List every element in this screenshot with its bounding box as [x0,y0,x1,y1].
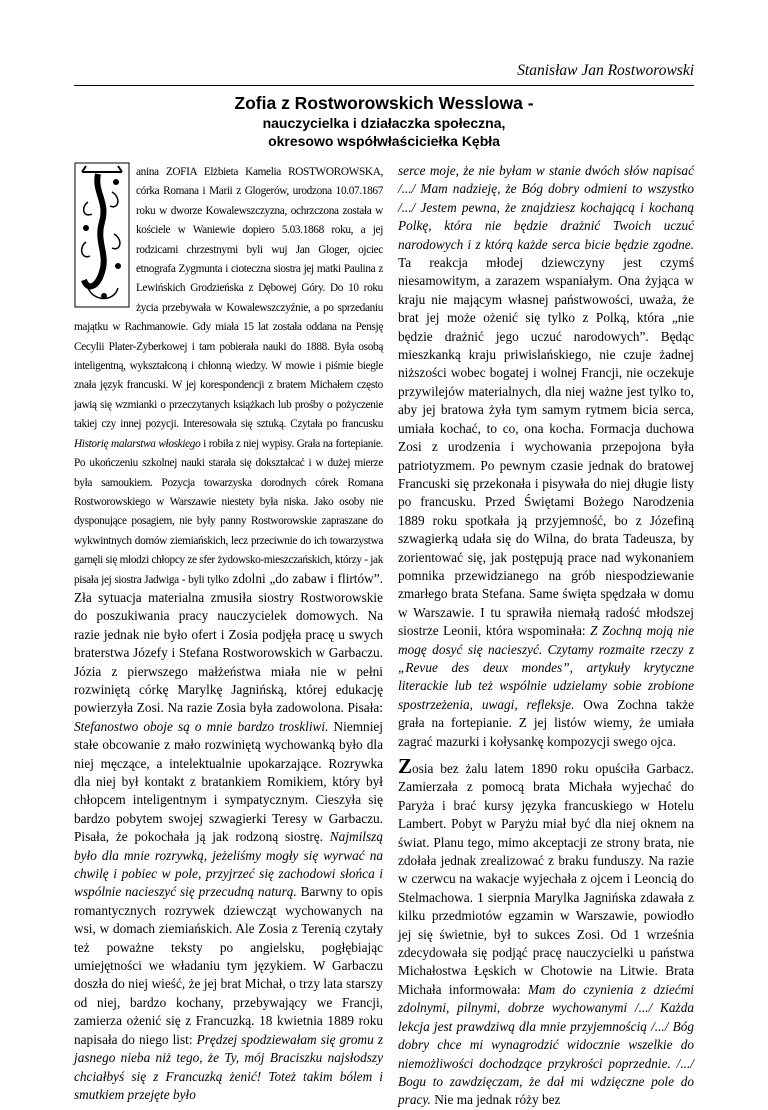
paragraph-1 [74,162,383,1104]
article-title: Zofia z Rostworowskich Wesslowa - [234,93,534,113]
right-column [398,162,694,1110]
article-subtitle-line-1: nauczycielka i działaczka społeczna, [262,115,506,131]
ornamental-drop-cap-j-icon [74,162,130,308]
paragraph-1-text-a: anina ZOFIA Elżbieta Kamelia ROSTWOROWSKA, córka Romana i Marii z Glogerów, urodzona 10.07.1867 roku w dworze Kowalewszczyzna, ochrzczona została w kościele w Waniewie dopiero 5.03.1868 roku, a jej rodzicami chrzestnymi byli wuj Jan Gloger, ojciec etnografa Zygmunta i cioteczna siostra jej matki Paulina z Lewińskich Grodzieńska z Dębowej Góry. Do 10 roku życia przebywała w Kowalewszczyźnie, a po sprzedaniu majątku w Rachmanowie. Gdy miała 15 lat została oddana na Pensję Cecylii Plater-Zyberkowej i tam pobierała nauki do 1888. Była osobą inteligentną, wykształconą i chłonną wiedzy. W mowie i piśmie biegle znała język francuski. W jej korespondencji z bratem Michałem często jawią się wzmianki o przeczytanych książkach lub prośby o pożyczenie takiej czy innej pozycji. Interesowała się sztuką. Czytała po francusku [74,166,383,431]
article-subtitle-line-2: okresowo współwłaściciełka Kębła [268,133,500,149]
running-header-author: Stanisław Jan Rostworowski [517,62,694,79]
paragraph-1-text-f: Ta reakcja młodej dziewczyny jest czymś niesamowitym, a zarazem wspaniałym. Ona żyjąca w kraju nie mającym własnej państwowości, uważa, że brat jej może ożenić się tylko z Polką, która „nie będzie drażnić jego uczuć narodowych”. Będąc mieszkanką kraju priwislańskiego, nie czuje żadnej niższości wobec bogatej i wolnej Francji, nie oczekuje przywilejów materialnych, dla niej ważne jest tylko to, aby jej bratowa żyła tym samym rytmem bicia serca, umiała kochać, to co, ona kocha. Formacja duchowa Zosi z urodzenia i wychowania przepojona była patriotyzmem. Po pewnym czasie jednak do bratowej Francuski się przekonała i pisywała do niej długie listy po francusku. Przed Świętami Bożego Narodzenia 1889 roku spotkała ją przyjemność, bo z Józefiną szwagierką udała się do Wilna, do brata Tadeusza, by zorientować się, jak postępują prace nad wykonaniem pomnika przewidzianego na grób niespodziewanie zmarłego brata Stefana. Same święta spędzała w domu w Warszawie. I tu sprawiła niemałą radość młodszej siostrze Leonii, która wspominała: [398,255,694,639]
paragraph-1-text-g: Owa Zochna także grała na fortepianie. Z jej listów wiemy, że umiała zagrać mazurki i kołysankę kompozycji swego ojca. [398,696,694,749]
paragraph-1-text-b: i robiła z niej wypisy. Grała na fortepianie. Po ukończeniu szkolnej nauki starała się dokształcać i w dużej mierze była samoukiem. Pozycja towarzyska dorodnych córek Romana Rostworowskiego w Warszawie niestety była niska. Jako osoby nie dysponujące posagiem, nie były panny Rostworowskie zapraszane do wykwintnych domów ziemiańskich, lecz przeciwnie do ich towarzystwa garnęli się młodzi chłopcy ze sfer żydowsko-mieszczańskich, którzy - jak pisała jej siostra Jadwiga - byli tylko [74,437,383,586]
book-title-italic: Historię malarstwa włoskiego [74,437,201,450]
quote-5: Mam do czynienia z dziećmi zdolnymi, pilnymi, dobrze wychowanymi /.../ Każda lekcja jest prawdziwą dla mnie przyjemnością /.../ Bóg dobry chce mi wynagrodzić widocznie wszelkie do niemożliwości dochodzące przykrości poprzednie. /.../ Bogu to zawdzięczam, że dał mi wdzięczne pole do pracy. [398,981,694,1108]
paragraph-1-text-c: zdolni „do zabaw i flirtów”. Zła sytuacja materialna zmusiła siostry Rostworowskie do poszukiwania pracy nauczycielek domowych. Na razie jednak nie było ofert i Zosia podjęła pracę u swych braterstwa Józefy i Stefana Rostworowskich w Garbaczu. Józia z pierwszego małżeństwa miała nie w pełni rozwiniętą córkę Marylkę Jagnińską, której edukację powierzyła Zosi. Na razie Zosia była zadowolona. Pisała: [74,570,383,716]
paragraph-2-text-a: osia bez żalu latem 1890 roku opuściła Garbacz. Zamierzała z pomocą brata Michała wyjechać do Paryża i brać kursy języka francuskiego w Hotelu Lambert. Pobyt w Paryżu miał być dla niej oknem na świat. Planu tego, mimo akceptacji ze strony brata, nie zdołała jednak zrealizować z braku funduszy. Na razie w czerwcu na wakacje wyjechała z ojcem i Leoncią do Stelmachowa. 1 sierpnia Marylka Jagnińska zdawała z kilku przedmiotów egzamin w Warszawie, powiodło jej się świetnie, był to sukces Zosi. Od 1 września zdecydowała się podjąć pracę nauczycielki u państwa Michałostwa Łęskich w Chotowie na Litwie. Brata Michała informowała: [398,761,694,997]
quote-1: Stefanostwo oboje są o mnie bardzo troskliwi. [74,718,329,734]
paragraph-1-text-e: Barwny to opis romantycznych rozrywek dziewcząt wychowanych na wsi, w domach ziemiańskich. Ale Zosia z Terenią czytały też poważne teksty po angielsku, pogłębiając umiejętności we władaniu tym językiem. W Garbaczu doszła do niej wieść, że jej brat Michał, o trzy lata starszy od niej, bardzo kochany, przebywający we Francji, zamierza ożenić się z Francuzką. 18 kwietnia 1889 roku napisała do niego list: [74,884,383,1047]
left-column [74,162,383,1104]
paragraph-2-initial: Z [398,754,413,778]
header-rule [74,85,694,86]
ornamental-drop-cap-j [74,162,130,308]
article-title-block [0,92,768,150]
paragraph-1-text-d: Niemniej stałe obcowanie z mało rozwiniętą wychowanką było dla niej męczące, a intelektualnie upokarzające. Rozrywka dla niej był kontakt z bratankiem Romikiem, który był chłopcem inteligentnym i sympatycznym. Cieszyła się bardzo pobytem swojej szwagierki Teresy w Garbaczu. Pisała, że pokochała ją jak rodzoną siostrę. [74,718,383,845]
paragraph-1-continued [398,162,694,751]
quote-3: Prędzej spodziewałam się gromu z jasnego nieba niż tego, że Ty, mój Braciszku najsłodszy chciałbyś się z Francuzką żenić! Toteż takim bólem i smutkiem przejęte było [74,1031,383,1102]
paragraph-2-text-b: Nie ma jednak róży bez [430,1092,561,1108]
quote-2: Najmilszą było dla mnie rozrywką, jeżeliśmy mogły się wyrwać na chwilę i pobiec w pole, przyjrzeć się zachodowi słońca i wspólnie nacieszyć się przecudną naturą. [74,829,383,900]
paragraph-2 [398,754,694,1110]
quote-3-continued: serce moje, że nie byłam w stanie dwóch słów napisać /.../ Mam nadzieję, że Bóg dobry odmieni to wszystko /.../ Jestem pewna, że znajdziesz kochającą i kochaną Polkę, która nie będzie drażnić Twoich uczuć narodowych i z którą każde serca bicie będzie zgodne. [398,163,694,252]
quote-4: Z Zochną moją nie mogę dosyć się nacieszyć. Czytamy rozmaite rzeczy z „Revue des deux mondes”, artykuły krytyczne literackie lub też wspólnie udzielamy sobie zrobione spostrzeżenia, uwagi, refleksje. [398,623,694,712]
